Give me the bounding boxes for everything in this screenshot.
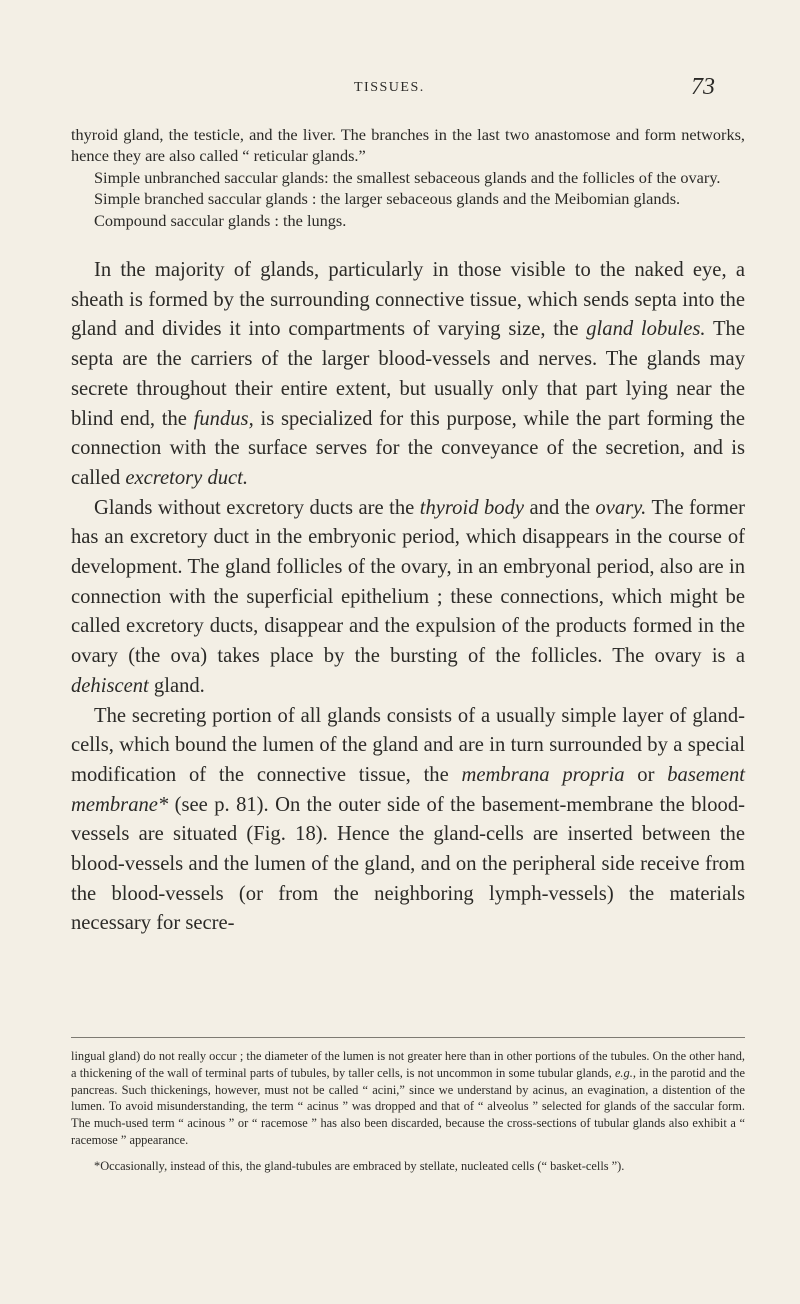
main-text [71,256,745,939]
list-item: Simple unbranched saccular glands: the smallest sebaceous glands and the follicles of the ovary. [94,167,721,187]
italic-term: e.g., [614,1065,636,1080]
text-run: gland. [148,674,205,697]
italic-term: dehiscent [71,674,149,697]
italic-term: membrana propria [461,763,625,786]
list-item: thyroid gland, the testicle, and the liver. The branches in the last two anastomose and form networks, hence they are also called “ reticular glands.” [71,125,745,166]
footnote-star: *Occasionally, instead of this, the gland-tubules are embraced by stellate, nucleated cells (“ basket-cells ”). [94,1158,625,1173]
text-run: The septa are the carriers of the larger blood-vessels and nerves. The glands may secrete throughout their entire extent, but usually only that part lying near the blind end, the [71,318,745,430]
footnotes [71,1048,745,1175]
italic-term: ovary. [595,496,647,519]
footnote-divider [71,1037,745,1038]
page-number: 73 [691,74,715,100]
paragraph [71,494,745,702]
text-run: (see p. 81). On the outer side of the basement-membrane the blood-vessels are situated (Fig. 18). Hence the gland-cells are inserted between the blood-vessels and the lumen of the gland, and on the peripheral side receive from the blood-vessels (or from the neighboring lymph-vessels) the materials necessary for secre- [71,793,745,935]
text-run: The secreting portion of all glands consists of a usually simple layer of gland-cells, which bound the lumen of the gland and are in turn surrounded by a special modification of the connective tissue, the [71,704,745,786]
text-run: Glands without excretory ducts are the [94,496,420,519]
list-item: Compound saccular glands : the lungs. [94,210,347,230]
footnote-continued [71,1048,745,1149]
text-run: in the parotid and the pancreas. Such thickenings, however, must not be called “ acini,” since we understand by acinus, an evagination, a distention of the lumen. To avoid misunderstanding, the term “ acinus ” was dropped and that of “ alveolus ” selected for glands of the saccular form. The much-used term “ acinous ” or “ racemose ” has also been discarded, because the cross-sections of tubular glands also exhibit a “ racemose ” appearance. [71,1065,745,1147]
list-item: Simple branched saccular glands : the larger sebaceous glands and the Meibomian glands. [94,189,681,209]
paragraph [71,702,745,940]
italic-term: basement membrane* [71,763,745,816]
text-run: or [624,763,668,786]
text-run: is specialized for this purpose, while the part forming the connection with the surface serves for the conveyance of the secretion, and is called [71,407,745,489]
text-run: In the majority of glands, particularly in those visible to the naked eye, a sheath is formed by the surrounding connective tissue, which sends septa into the gland and divides it into compartments of varying size, the [71,259,745,341]
classification-list [71,124,745,231]
italic-term: excretory duct. [125,466,249,489]
italic-term: fundus, [193,407,254,430]
text-run: The former has an excretory duct in the embryonic period, which disappears in the course of development. The gland follicles of the ovary, in an embryonal period, also are in connection with the superficial epithelium ; these connections, which might be called excretory ducts, disappear and the expulsion of the products formed in the ovary (the ova) takes place by the bursting of the follicles. The ovary is a [71,496,745,668]
running-title: TISSUES. [354,80,425,95]
italic-term: thyroid body [419,496,525,519]
text-run: and the [524,496,596,519]
paragraph [71,256,745,494]
text-run: lingual gland) do not really occur ; the diameter of the lumen is not greater here than in other portions of the tubules. On the other hand, a thickening of the wall of terminal parts of tubules, by taller cells, is not uncommon in some tubular glands, [71,1049,745,1080]
italic-term: gland lobules. [586,318,706,341]
